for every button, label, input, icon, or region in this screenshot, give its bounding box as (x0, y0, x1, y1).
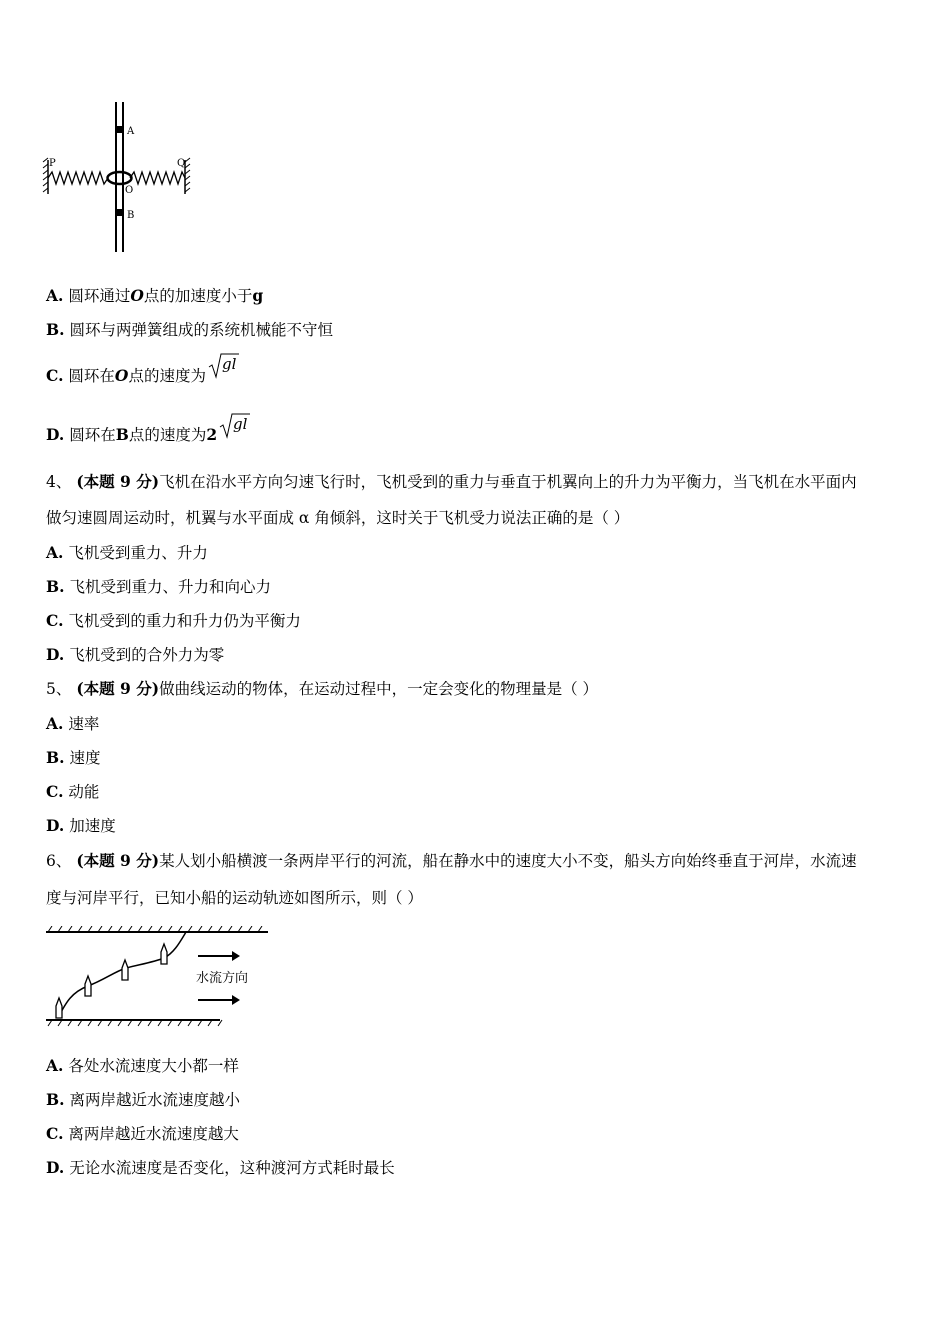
sqrt-symbol (219, 411, 251, 441)
sqrt-symbol (208, 351, 240, 381)
ring-spring-figure (40, 98, 200, 258)
q4-stem-line2: 做匀速圆周运动时，机翼与水平面成 α 角倾斜，这时关于飞机受力说法正确的是（ ） (46, 509, 630, 527)
river-crossing-figure (42, 926, 272, 1028)
svg-text:gl: gl (221, 355, 237, 373)
q4-option-b: B. 飞机受到重力、升力和向心力 (46, 577, 271, 596)
q6-option-a: A. 各处水流速度大小都一样 (46, 1056, 239, 1075)
q4-option-c: C. 飞机受到的重力和升力仍为平衡力 (46, 611, 301, 630)
q6-option-d: D. 无论水流速度是否变化，这种渡河方式耗时最长 (46, 1158, 395, 1177)
q4-option-a: A. 飞机受到重力、升力 (46, 543, 208, 562)
q5-stem: 5、 (本题 9 分)做曲线运动的物体，在运动过程中，一定会变化的物理量是（ ） (46, 679, 598, 698)
q5-option-a: A. 速率 (46, 714, 100, 733)
q3-option-d: D. 圆环在B点的速度为2 gl (46, 425, 251, 445)
q3-option-c: C. 圆环在O点的速度为 gl (46, 366, 240, 386)
label-b: B (127, 210, 135, 221)
q6-option-b: B. 离两岸越近水流速度越小 (46, 1090, 240, 1109)
water-flow-direction-label: 水流方向 (196, 971, 249, 986)
q4-stem-line1: 4、 (本题 9 分)飞机在沿水平方向匀速飞行时，飞机受到的重力与垂直于机翼向上的升力为平衡力，当飞机在水平面内 (46, 472, 857, 491)
label-a: A (127, 126, 135, 137)
q4-option-d: D. 飞机受到的合外力为零 (46, 645, 225, 664)
label-o: O (125, 185, 134, 196)
q6-option-c: C. 离两岸越近水流速度越大 (46, 1124, 239, 1143)
svg-text:gl: gl (233, 415, 248, 433)
q5-option-b: B. 速度 (46, 748, 101, 767)
q6-stem-line2: 度与河岸平行，已知小船的运动轨迹如图所示，则（ ） (46, 889, 423, 907)
label-p: P (49, 158, 56, 169)
q6-stem-line1: 6、 (本题 9 分)某人划小船横渡一条两岸平行的河流，船在静水中的速度大小不变，船头方向始终垂直于河岸，水流速 (46, 851, 857, 870)
q3-option-a: A. 圆环通过O点的加速度小于g (46, 286, 264, 305)
q3-option-b: B. 圆环与两弹簧组成的系统机械能不守恒 (46, 320, 333, 339)
label-q: Q (177, 158, 186, 169)
q5-option-d: D. 加速度 (46, 816, 116, 835)
q5-option-c: C. 动能 (46, 782, 100, 801)
